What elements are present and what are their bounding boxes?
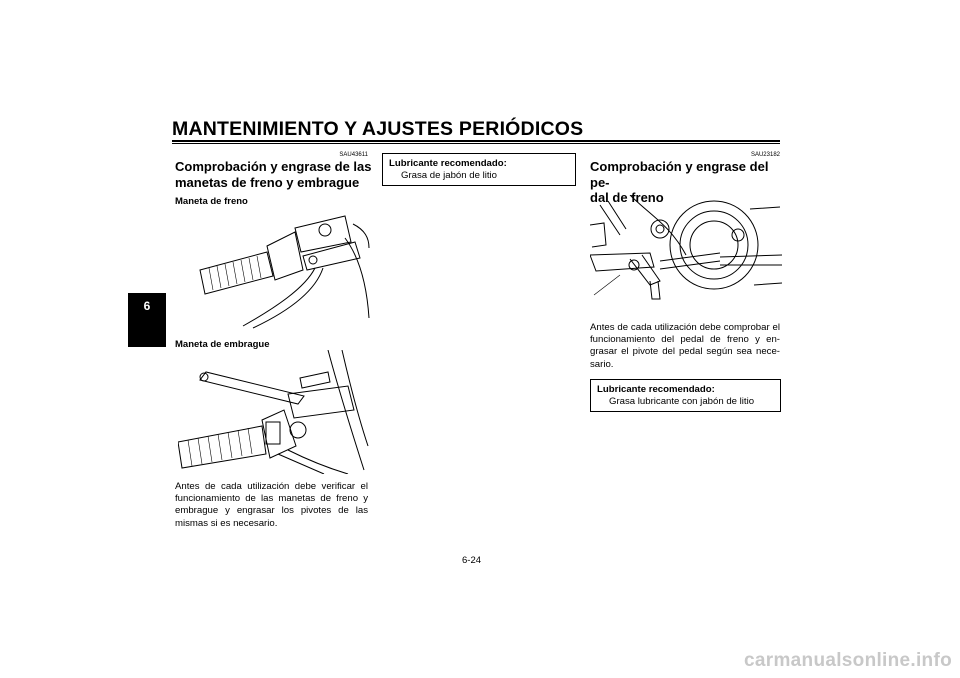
chapter-tab: 6	[128, 293, 166, 347]
brake-lever-illustration	[195, 208, 370, 332]
section-heading-left	[175, 159, 375, 190]
page-title: MANTENIMIENTO Y AJUSTES PERIÓDICOS	[172, 118, 584, 140]
heading-line: Comprobación y engrase del pe-	[590, 159, 769, 190]
heading-line: dal de freno	[590, 190, 664, 205]
lubricant-value: Grasa lubricante con jabón de litio	[609, 396, 755, 407]
section-code-left: SAU43611	[339, 152, 368, 158]
lubricant-label: Lubricante recomendado:	[389, 158, 507, 169]
heading-line: manetas de freno y embrague	[175, 174, 360, 190]
body-text-right: Antes de cada utilización debe comprobar el funcionamiento del pedal de freno y en-grasar el pivote del pedal según sea nece-sario.	[590, 322, 780, 370]
body-text-left: Antes de cada utilización debe verificar el funcionamiento de las manetas de freno y embrague y engrasar los pivotes de las mismas si es necesario.	[175, 481, 368, 529]
lubricant-label: Lubricante recomendado:	[597, 384, 715, 395]
title-rule	[172, 140, 780, 142]
page-number: 6-24	[462, 555, 482, 566]
subheading-brake-lever: Maneta de freno	[175, 196, 248, 207]
section-code-right: SAU23182	[750, 152, 780, 158]
heading-line: Comprobación y engrase de las	[175, 159, 372, 174]
title-rule-thin	[172, 143, 780, 144]
watermark: carmanualsonline.info	[744, 650, 952, 671]
brake-pedal-illustration	[590, 195, 782, 305]
subheading-clutch-lever: Maneta de embrague	[175, 339, 270, 350]
clutch-lever-illustration	[178, 350, 370, 474]
lubricant-box-levers	[382, 153, 576, 186]
lubricant-box-pedal	[590, 379, 781, 412]
lubricant-value: Grasa de jabón de litio	[401, 170, 497, 181]
